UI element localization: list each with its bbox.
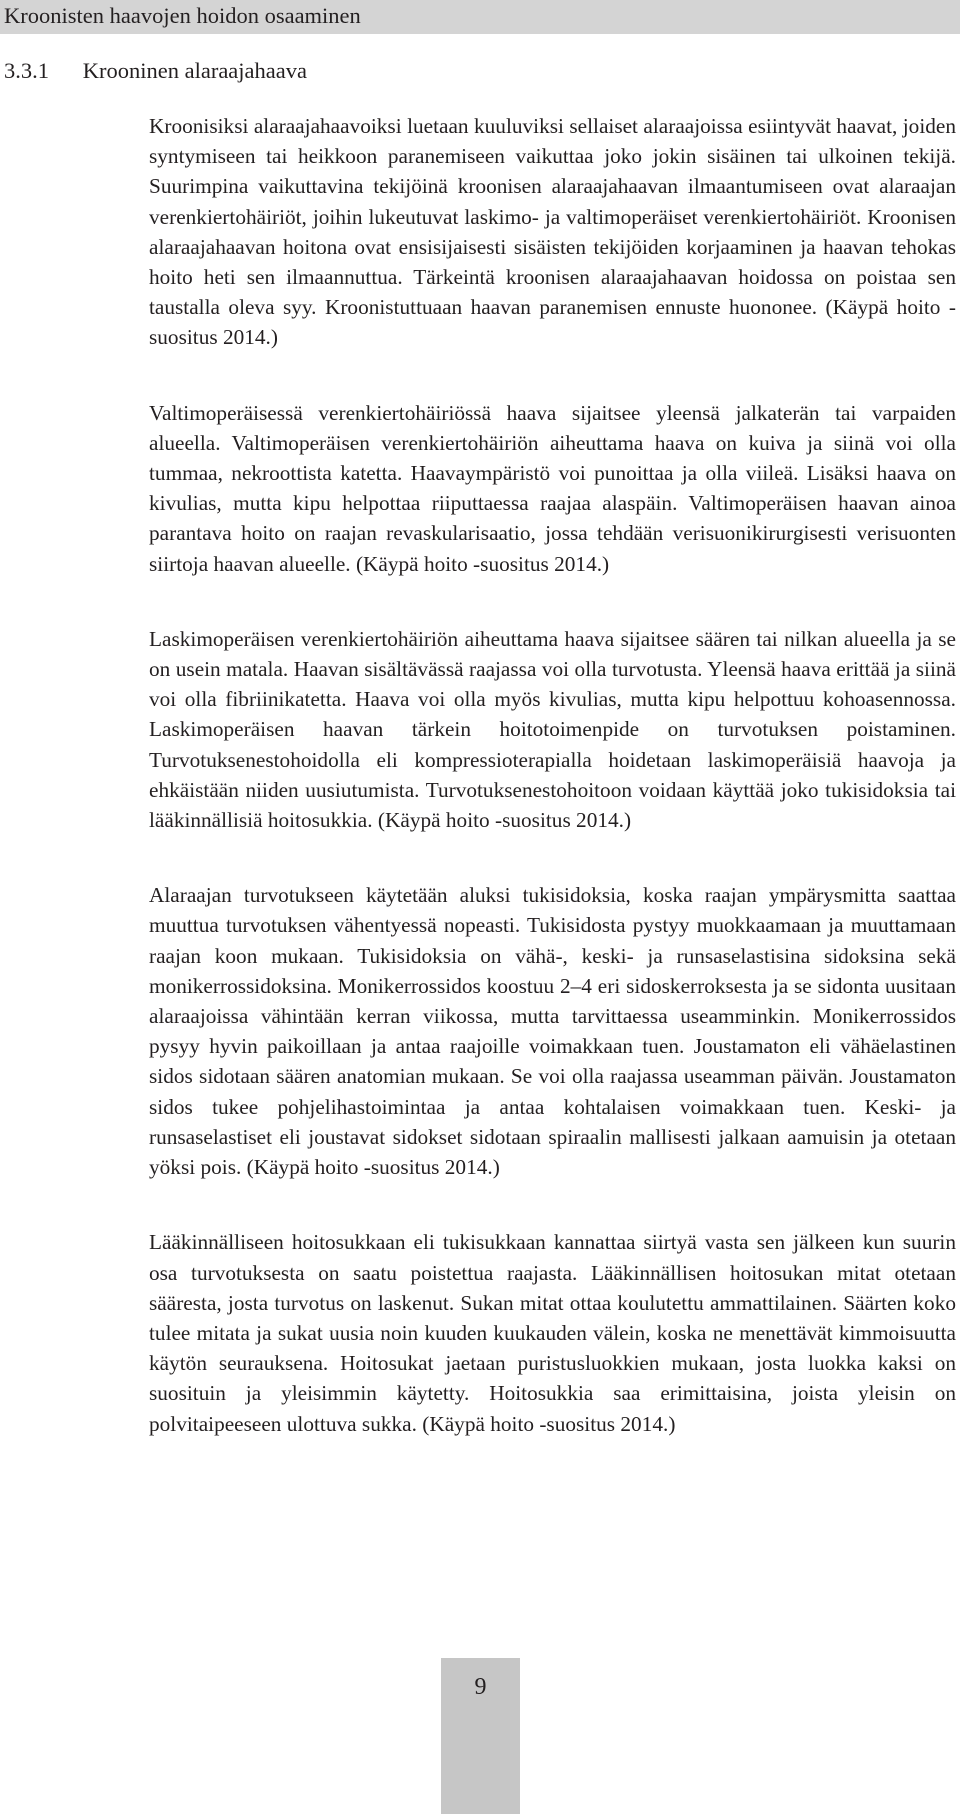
page-number: 9 xyxy=(474,1674,487,1700)
paragraph-arterial-ulcer: Valtimoperäisessä verenkiertohäiriössä haava sijaitsee yleensä jalkaterän tai varpaiden alueella. Valtimoperäisen verenkiertohäiriön aiheuttama haava on kuiva ja siinä voi olla tummaa, nekroottista katetta. Haavaympäristö voi punoittaa ja olla viileä. Lisäksi haava on kivulias, mutta kipu helpottaa riiputtaessa raajaa alaspäin. Valtimoperäisen haavan ainoa parantava hoito on raajan revaskularisaatio, jossa tehdään verisuonikirurgisesti verisuonten siirtoja haavan alueelle. (Käypä hoito -suositus 2014.) xyxy=(149,400,956,576)
document-title: Kroonisten haavojen hoidon osaaminen xyxy=(4,3,361,28)
running-header xyxy=(0,0,960,34)
paragraph-chronic-leg-ulcer: Kroonisiksi alaraajahaavoiksi luetaan kuuluviksi sellaiset alaraajoissa esiintyvät haavat, joiden syntymiseen tai heikkoon paranemiseen vaikuttaa joko jokin sisäinen tai ulkoinen tekijä. Suurimpina vaikuttavina tekijöinä kroonisen alaraajahaavan ilmaantumiseen ovat alaraajan verenkiertohäiriöt, joihin lukeutuvat laskimo- ja valtimoperäiset verenkiertohäiriöt. Kroonisen alaraajahaavan hoitona ovat ensisijaisesti sisäisten tekijöiden korjaaminen ja haavan tehokas hoito heti sen ilmaannuttua. Tärkeintä kroonisen alaraajahaavan hoidossa on poistaa sen taustalla oleva syy. Kroonistuttuaan haavan paranemisen ennuste huononee. (Käypä hoito -suositus 2014.) xyxy=(149,114,956,350)
paragraph-compression-stockings: Lääkinnälliseen hoitosukkaan eli tukisukkaan kannattaa siirtyä vasta sen jälkeen kun suurin osa turvotuksesta on saatu poistettua raajasta. Lääkinnällisen hoitosukan mitat otetaan sääresta, josta turvotus on laskenut. Sukan mitat ottaa koulutettu ammattilainen. Säärten koko tulee mitata ja sukat uusia noin kuuden kuukauden välein, koska ne menettävät kimmoisuutta käytön seurauksena. Hoitosukat jaetaan puristusluokkien mukaan, josta luokka kaksi on suosituin ja yleisimmin käytetty. Hoitosukkia saa erimittaisina, joista yleisin on polvitaipeeseen ulottuva sukka. (Käypä hoito -suositus 2014.) xyxy=(149,1230,956,1436)
paragraph-compression-bandages: Alaraajan turvotukseen käytetään aluksi tukisidoksia, koska raajan ympärysmitta saattaa muuttua turvotuksen vähentyessä nopeasti. Tukisidosta pystyy muokkaamaan ja muuttamaan raajan koon mukaan. Tukisidoksia on vähä-, keski- ja runsaselastisina sidoksina sekä monikerrossidoksina. Monikerrossidos koostuu 2–4 eri sidoskerroksesta ja se sidonta uusitaan alaraajoissa vähintään kerran viikossa, mutta tarvittaessa useamminkin. Monikerrossidos pysyy hyvin paikoillaan ja antaa raajoille voimakkaan tuen. Joustamaton eli vähäelastinen sidos sidotaan säären anatomian mukaan. Se voi olla raajassa useamman päivän. Joustamaton sidos tukee pohjelihastoimintaa ja antaa kohtalaisen voimakkaan tuen. Keski- ja runsaselastiset eli joustavat sidokset sidotaan spiraalin mallisesti jalkaan aamuisin ja otetaan yöksi pois. (Käypä hoito -suositus 2014.) xyxy=(149,883,956,1180)
body-text xyxy=(149,111,956,1484)
section-heading: 3.3.1 Krooninen alaraajahaava xyxy=(4,58,307,83)
paragraph-venous-ulcer: Laskimoperäisen verenkiertohäiriön aiheuttama haava sijaitsee säären tai nilkan alueella ja se on usein matala. Haavan sisältävässä raajassa voi olla turvotusta. Yleensä haava erittää ja siinä voi olla fibriinikatetta. Haava voi olla myös kivulias, mutta kipu helpottuu kohoasennossa. Laskimoperäisen haavan tärkein hoitotoimenpide on turvotuksen poistaminen. Turvotuksenestohoidolla eli kompressioterapialla hoidetaan laskimoperäisiä haavoja ja ehkäistään niiden uusiutumista. Turvotuksenestohoitoon voidaan käyttää joko tukisidoksia tai lääkinnällisiä hoitosukkia. (Käypä hoito -suositus 2014.) xyxy=(149,626,956,833)
page-number-box xyxy=(441,1658,520,1814)
